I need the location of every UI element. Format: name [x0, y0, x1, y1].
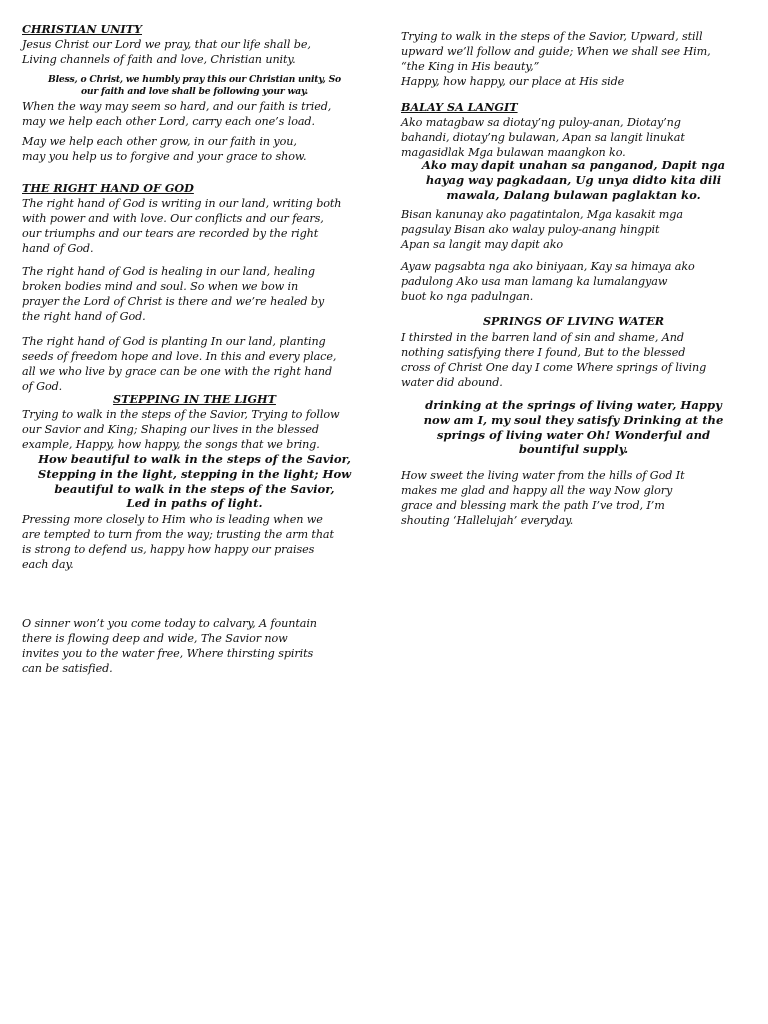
christian-unity-verse-1: Jesus Christ our Lord we pray, that our life shall be, Living channels of faith and love, Christian unity. [22, 38, 311, 66]
christian-unity-verse-3: May we help each other grow, in our faith in you, may you help us to forgive and your grace to show. [22, 135, 307, 163]
christian-unity-title: CHRISTIAN UNITY [22, 22, 142, 36]
balay-verse-3: Ayaw pagsabta nga ako biniyaan, Kay sa himaya ako padulong Ako usa man lamang ka lumalangyaw buot ko nga padulngan. [401, 260, 695, 303]
christian-unity-chorus: Bless, o Christ, we humbly pray this our Christian unity, So our faith and love shall be following your way. [48, 74, 341, 97]
stepping-verse-2: Pressing more closely to Him who is leading when we are tempted to turn from the way; trusting the arm that is strong to defend us, happy how happy our praises each day. [22, 513, 334, 571]
springs-verse-1: I thirsted in the barren land of sin and shame, And nothing satisfying there I found, But to the blessed cross of Christ One day I come Where springs of living water did abound. [401, 331, 707, 389]
right-hand-verse-2: The right hand of God is healing in our land, healing broken bodies mind and soul. So when we bow in prayer the Lord of Christ is there and we’re healed by the right hand of God. [22, 265, 325, 323]
balay-chorus: Ako may dapit unahan sa panganod, Dapit nga hayag way pagkadaan, Ug unya didto kita dili mawala, Dalang bulawan paglaktan ko. [421, 158, 726, 202]
stepping-chorus: How beautiful to walk in the steps of the Savior, Stepping in the light, stepping in the light; How beautiful to walk in the steps of the Savior, Led in paths of light. [37, 452, 352, 511]
sinner-verse: O sinner won’t you come today to calvary, A fountain there is flowing deep and wide, The Savior now invites you to the water free, Where thirsting spirits can be satisfied. [22, 617, 317, 675]
christian-unity-verse-2: When the way may seem so hard, and our faith is tried, may we help each other Lord, carry each one’s load. [22, 100, 332, 128]
balay-title: BALAY SA LANGIT [401, 100, 518, 114]
stepping-verse-1: Trying to walk in the steps of the Savior, Trying to follow our Savior and King; Shaping our lives in the blessed example, Happy, how happy, the songs that we bring. [22, 408, 340, 451]
right-hand-verse-3: The right hand of God is planting In our land, planting seeds of freedom hope and love. In this and every place, all we who live by grace can be one with the right hand of God. [22, 335, 337, 393]
springs-verse-2: How sweet the living water from the hills of God It makes me glad and happy all the way Now glory grace and blessing mark the path I’ve trod, I’m shouting ‘Hallelujah’ everyday. [401, 469, 685, 527]
stepping-title: STEPPING IN THE LIGHT [113, 392, 276, 406]
right-hand-verse-1: The right hand of God is writing in our land, writing both with power and with love. Our conflicts and our fears, our triumphs and our tears are recorded by the right hand of God. [22, 197, 342, 255]
springs-chorus: drinking at the springs of living water, Happy now am I, my soul they satisfy Drinking at the springs of living water Oh! Wonderful and bountiful supply. [423, 398, 724, 457]
right-hand-title: THE RIGHT HAND OF GOD [22, 181, 194, 195]
springs-title: SPRINGS OF LIVING WATER [482, 314, 665, 328]
balay-verse-2: Bisan kanunay ako pagatintalon, Mga kasakit mga pagsulay Bisan ako walay puloy-anang hingpit Apan sa langit may dapit ako [401, 208, 683, 251]
balay-verse-1: Ako matagbaw sa diotay’ng puloy-anan, Diotay’ng bahandi, diotay’ng bulawan, Apan sa langit linukat magasidlak Mga bulawan maangkon ko. [401, 116, 685, 159]
stepping-continued-verse: Trying to walk in the steps of the Savior, Upward, still upward we’ll follow and guide; When we shall see Him, “the King in His beauty,” Happy, how happy, our place at His side [401, 30, 711, 88]
